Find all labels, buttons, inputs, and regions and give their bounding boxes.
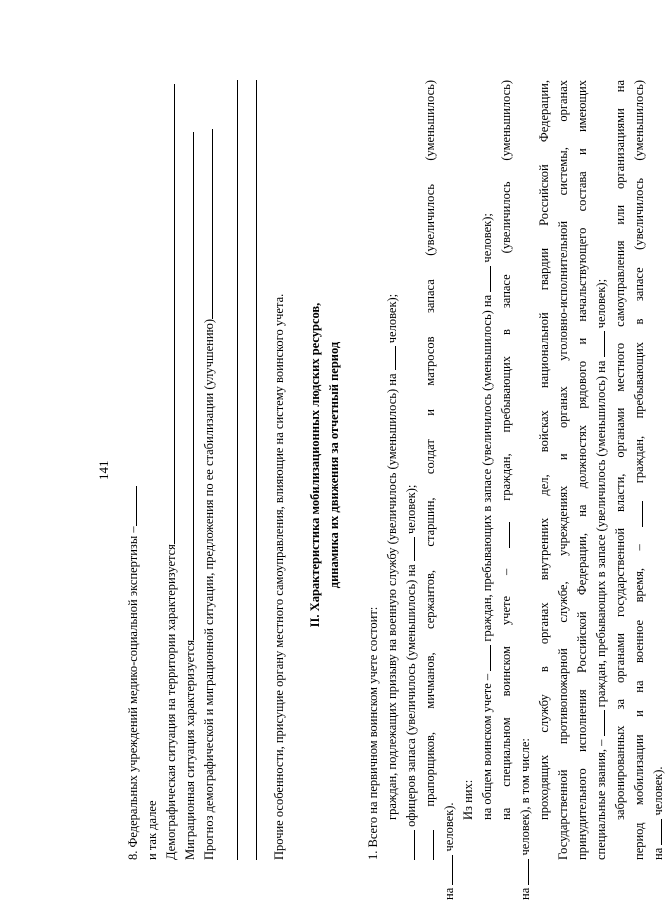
blank-field (592, 711, 605, 737)
blank-field (649, 819, 662, 845)
body-line-15: период мобилизации и на военное время, – граждан, пребывающих в запасе (увеличилось (уменьшилось) (632, 79, 646, 860)
migration-line (181, 132, 201, 860)
section-2-title-line2: динамика их движения за отчетный период (327, 341, 341, 589)
blank-field (383, 346, 396, 370)
other-features-line (270, 294, 290, 860)
blank-field (124, 486, 137, 526)
other-features-text: Прочие особенности, присущие органу местного самоуправления, влияющие на систему воинского учета. (272, 293, 286, 860)
page-number: 141 (96, 460, 111, 480)
body-line-12: принудительного исполнения Российской Федерации, на должностях рядового и начальствующего состава и имеющих (575, 80, 589, 860)
demographic-line (162, 84, 182, 860)
and-so-on-line (143, 800, 163, 860)
body-line-8: на специальном воинском учете – граждан, пребывающих в запасе (увеличилось (уменьшилось) (499, 79, 513, 820)
blank-field (162, 84, 175, 544)
body-line-1: 1. Всего на первичном воинском учете состоит: (366, 606, 380, 860)
demographic-text: Демографическая ситуация на территории характеризуется (164, 544, 178, 860)
section-2-title-line1: II. Характеристика мобилизационных людских ресурсов, (308, 302, 322, 628)
rotated-document-content (92, 70, 665, 900)
body-line-16: на человек). (651, 766, 665, 860)
body-line-4: прапорщиков, мичманов, сержантов, старшин, солдат и матросов запаса (увеличилось (уменьшилось) (421, 80, 441, 860)
forecast-line (200, 129, 220, 860)
body-line-10: проходящих службу в органах внутренних дел, войсках национальной гвардии Российской Федерации, (537, 80, 551, 820)
blank-field (516, 859, 529, 885)
blank-rule-2 (256, 80, 257, 860)
and-so-on-text: и так далее (145, 800, 159, 860)
blank-field (478, 645, 491, 671)
blank-field (181, 132, 194, 640)
body-line-3: офицеров запаса (увеличилось (уменьшилось) на человек); (402, 485, 422, 860)
item-8-text: 8. Федеральных учреждений медико-социальной экспертизы – (126, 526, 140, 860)
blank-field (402, 830, 415, 860)
blank-field (440, 855, 453, 885)
blank-field (421, 830, 434, 860)
blank-field (592, 331, 605, 357)
blank-field (630, 501, 643, 527)
blank-field (402, 537, 415, 561)
blank-rule-1 (237, 80, 238, 860)
body-line-11: Государственной противопожарной службе, учреждениях и органах уголовно-исполнительной системы, органах (556, 80, 570, 860)
blank-field (478, 266, 491, 292)
body-line-5: на человек). (442, 802, 456, 900)
blank-field (497, 522, 510, 548)
body-line-2: граждан, подлежащих призыву на военную службу (увеличилось (уменьшилось) на человек); (385, 293, 399, 820)
blank-field (200, 129, 213, 319)
forecast-text: Прогноз демографической и миграционной ситуации, предложения по ее стабилизации (улучшению) (202, 318, 216, 860)
body-line-13: специальные звания, – граждан, пребывающих в запасе (увеличилось (уменьшилось) на человек); (594, 278, 608, 860)
body-line-9: на человек), в том числе: (518, 738, 532, 900)
body-line-6: Из них: (461, 779, 475, 820)
migration-text: Миграционная ситуация характеризуется (183, 639, 197, 860)
body-line-14: забронированных за органами государственной власти, органами местного самоуправления или организациями на (613, 80, 627, 820)
item-8-line (124, 486, 144, 860)
body-line-7: на общем воинском учете – граждан, пребывающих в запасе (увеличилось (уменьшилось) на человек); (480, 213, 494, 820)
